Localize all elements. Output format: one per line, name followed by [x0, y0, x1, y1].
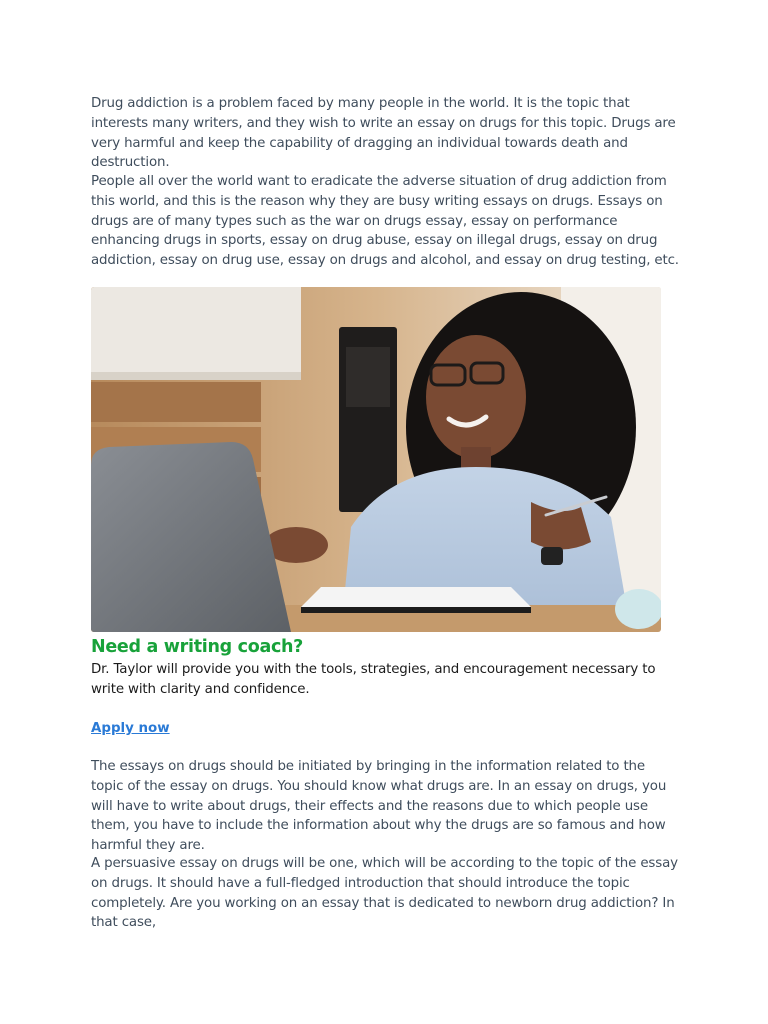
essay-initiation-paragraph: The essays on drugs should be initiated by bringing in the information related to the topic of the essay on drugs. You should know what drugs are. In an essay on drugs, you will have to write about drugs, their effects and the reasons due to which people use them, you have to include the information about why the drugs are so famous and how harmful they are.	[91, 759, 667, 854]
intro-paragraph: Drug addiction is a problem faced by many people in the world. It is the topic that interests many writers, and they wish to write an essay on drugs for this topic. Drugs are very harmful and keep the capability of dragging an individual towards death and destruction.	[91, 96, 676, 171]
persuasive-essay-paragraph: A persuasive essay on drugs will be one, which will be according to the topic of the essay on drugs. It should have a full-fledged introduction that should introduce the topic completely. Are you working on an essay that is dedicated to newborn drug addiction? In that case,	[91, 856, 678, 931]
apply-now-link[interactable]: Apply now	[91, 721, 170, 736]
writing-coach-description: Dr. Taylor will provide you with the tools, strategies, and encouragement necessary to write with clarity and confidence.	[91, 662, 656, 697]
writing-coach-heading: Need a writing coach?	[91, 637, 304, 657]
essay-types-paragraph: People all over the world want to eradicate the adverse situation of drug addiction from this world, and this is the reason why they are busy writing essays on drugs. Essays on drugs are of many types such as the war on drugs essay, essay on performance enhancing drugs in sports, essay on drug abuse, essay on illegal drugs, essay on drug addiction, essay on drug use, essay on drugs and alcohol, and essay on drug testing, etc.	[91, 174, 679, 269]
woman-at-laptop-photo	[91, 287, 661, 632]
